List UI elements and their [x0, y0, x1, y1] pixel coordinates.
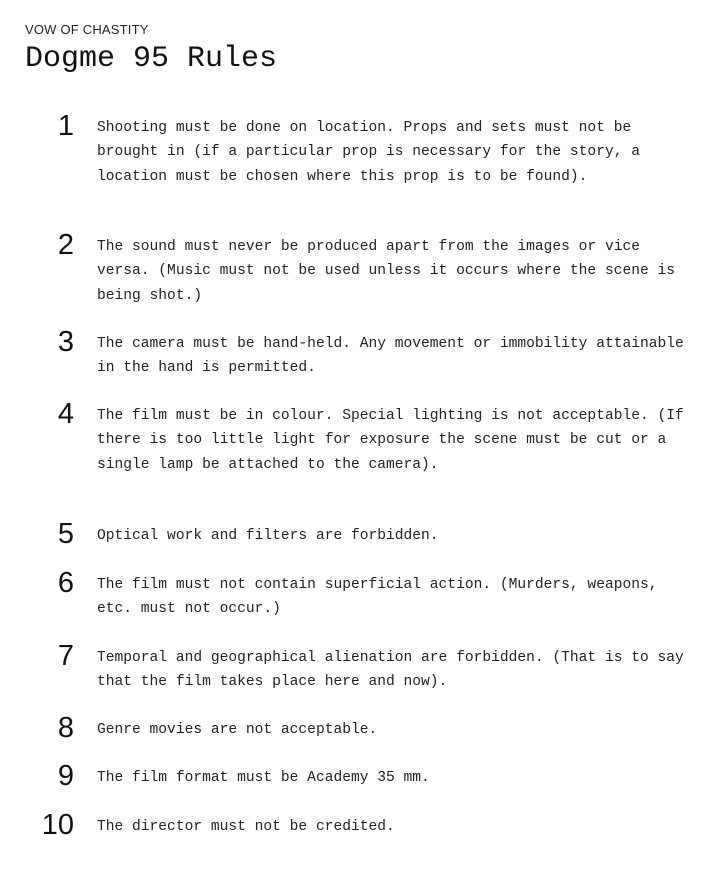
rule-number: 3 — [57, 326, 74, 358]
eyebrow-label: VOW OF CHASTITY — [25, 22, 149, 37]
rule-number: 1 — [57, 110, 74, 142]
rule-text: The sound must never be produced apart from the images or vice versa. (Music must not be used unless it occurs where the scene is being shot.) — [97, 239, 676, 304]
rule-text: The camera must be hand-held. Any movement or immobility attainable in the hand is permitted. — [97, 336, 684, 377]
rule-text: Shooting must be done on location. Props and sets must not be brought in (if a particular prop is necessary for the story, a location must be chosen where this prop is to be found). — [97, 120, 640, 185]
rule-number: 10 — [41, 809, 74, 841]
rule-text: Genre movies are not acceptable. — [97, 722, 378, 738]
rule-text: The director must not be credited. — [97, 819, 395, 835]
rule-text: The film must be in colour. Special lighting is not acceptable. (If there is too little light for exposure the scene must be cut or a single lamp be attached to the camera). — [97, 408, 684, 473]
rule-number: 6 — [57, 567, 74, 599]
rule-text: Temporal and geographical alienation are forbidden. (That is to say that the film takes place here and now). — [97, 650, 684, 691]
rule-number: 5 — [57, 518, 74, 550]
rule-number: 8 — [57, 712, 74, 744]
rule-text: The film must not contain superficial action. (Murders, weapons, etc. must not occur.) — [97, 577, 658, 618]
rule-number: 9 — [57, 760, 74, 792]
rule-number: 7 — [57, 640, 74, 672]
rule-text: The film format must be Academy 35 mm. — [97, 770, 430, 786]
rule-text: Optical work and filters are forbidden. — [97, 528, 439, 544]
rule-number: 4 — [57, 398, 74, 430]
rule-number: 2 — [57, 229, 74, 261]
page-title: Dogme 95 Rules — [25, 42, 278, 76]
